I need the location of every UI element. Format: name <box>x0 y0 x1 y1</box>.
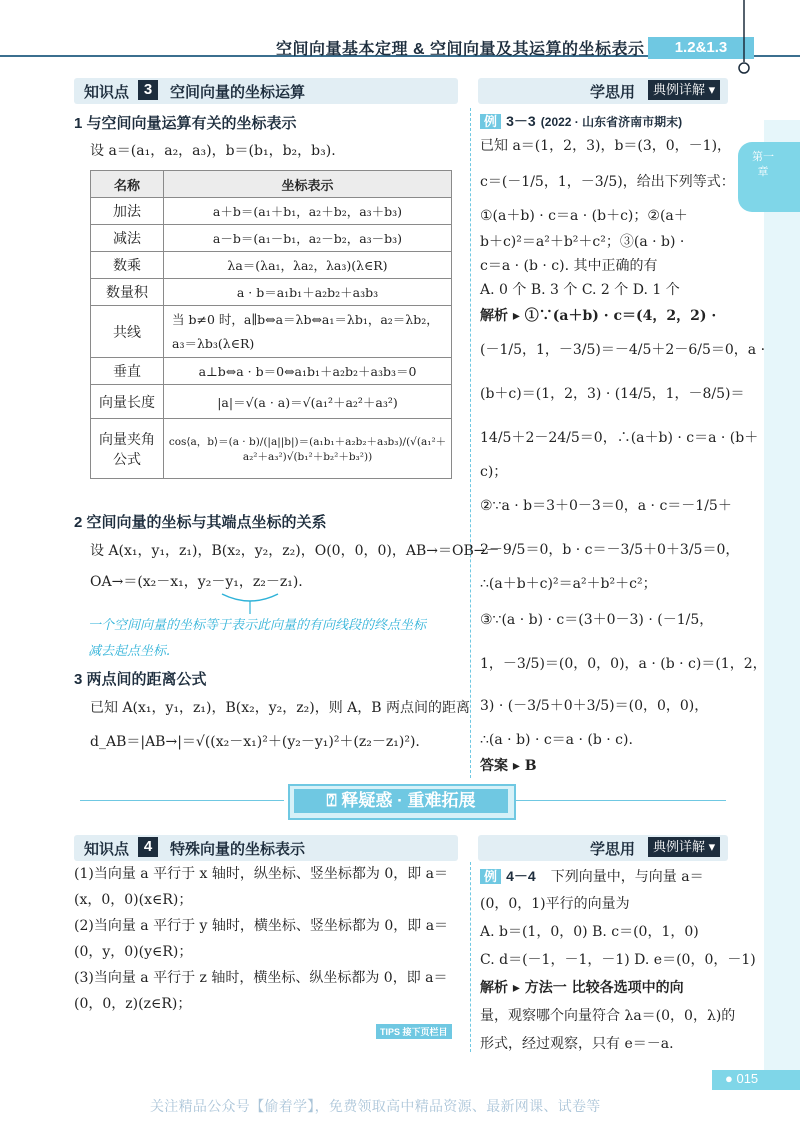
row-name: 向量长度 <box>91 385 164 419</box>
subsection-3-line1: 已知 A(x₁，y₁，z₁)，B(x₂，y₂，z₂)，则 A，B 两点间的距离 <box>90 700 471 716</box>
answer-line: 答案 ▸ B <box>480 758 537 774</box>
solution-line: 1，－3/5)＝(0，0，0)，a · (b · c)＝(1，2， <box>480 656 767 672</box>
kp4-line: (1)当向量 a 平行于 x 轴时，纵坐标、竖坐标都为 0，即 a＝ <box>74 866 449 882</box>
kp3-number: 3 <box>138 80 158 100</box>
kp4-title: 特殊向量的坐标表示 <box>170 841 306 858</box>
kp4-line: (x，0，0)(x∈R)； <box>74 892 193 908</box>
banner-rule-left <box>80 800 284 801</box>
kp4-number: 4 <box>138 837 158 857</box>
solution-line: (－1/5，1，－3/5)＝－4/5＋2－6/5＝0，a · <box>480 342 766 358</box>
row-expr: |a|＝√(a · a)＝√(a₁²＋a₂²＋a₃²) <box>164 385 452 419</box>
table-header-row <box>91 171 452 198</box>
example-badge: 例 <box>480 114 501 129</box>
example-options: C. d＝(－1，－1，－1) D. e＝(0，0，－1) <box>480 952 756 968</box>
xsy-label: 学思用 <box>590 841 636 858</box>
solution-line: 量，观察哪个向量符合 λa＝(0，0，λ)的 <box>480 1008 736 1024</box>
subsection-2-line2: OA→＝(x₂－x₁，y₂－y₁，z₂－z₁). <box>90 574 303 590</box>
page-number-text: 015 <box>736 1071 759 1086</box>
page-header-title: 空间向量基本定理 & 空间向量及其运算的坐标表示 <box>276 41 645 58</box>
solution-line: 2－9/5＝0，b · c＝－3/5＋0＋3/5＝0， <box>480 542 740 558</box>
subsection-1-heading: 1 与空间向量运算有关的坐标表示 <box>74 115 297 132</box>
solution-line: ③∵(a · b) · c＝(3＋0－3) · (－1/5， <box>480 612 714 628</box>
row-name: 共线 <box>91 306 164 358</box>
row-expr: a · b＝a₁b₁＋a₂b₂＋a₃b₃ <box>164 279 452 306</box>
hanging-pin-icon <box>738 0 750 80</box>
example-options: A. b＝(1，0，0) B. c＝(0，1，0) <box>480 924 699 940</box>
example-4-4-header <box>480 866 704 887</box>
handwritten-note-line1: 一个空间向量的坐标等于表示此向量的有向线段的终点坐标 <box>88 618 427 633</box>
row-expr-line2: a₃＝λb₃(λ∈R) <box>172 335 255 351</box>
example-line: 已知 a＝(1，2，3)，b＝(3，0，－1)， <box>480 138 732 154</box>
kp3-label: 知识点 <box>84 84 130 101</box>
column-divider <box>470 108 471 778</box>
row-name: 数量积 <box>91 279 164 306</box>
row-name: 数乘 <box>91 252 164 279</box>
handwritten-note-line2: 减去起点坐标. <box>88 644 171 659</box>
table-row <box>91 306 452 358</box>
example-options: A. 0 个 B. 3 个 C. 2 个 D. 1 个 <box>480 282 680 298</box>
table-row <box>91 279 452 306</box>
row-name-line1: 向量夹角 <box>99 431 155 448</box>
table-row <box>91 385 452 419</box>
solution-line: ②∵a · b＝3＋0－3＝0，a · c＝－1/5＋ <box>480 498 732 514</box>
note-pointer-icon <box>220 592 280 614</box>
kp3-title: 空间向量的坐标运算 <box>170 84 306 101</box>
row-name-multi <box>91 419 164 479</box>
example-line: ①(a＋b) · c＝a · (b＋c)；②(a＋ <box>480 208 688 224</box>
example-line: (0，0，1)平行的向量为 <box>480 896 630 912</box>
row-expr-multi <box>164 306 452 358</box>
table-row <box>91 358 452 385</box>
solution-line: (b＋c)＝(1，2，3) · (14/5，1，－8/5)＝ <box>480 386 745 402</box>
solution-line: 解析 ▸ ①∵(a＋b) · c＝(4，2，2) · <box>480 308 717 324</box>
row-expr: a⊥b⇔a · b＝0⇔a₁b₁＋a₂b₂＋a₃b₃＝0 <box>164 358 452 385</box>
footer-watermark: 关注精品公众号【偷着学】，免费领取高中精品资源、最新网课、试卷等 <box>150 1099 601 1115</box>
intro-text: 设 a＝(a₁，a₂，a₃)，b＝(b₁，b₂，b₃). <box>90 143 336 159</box>
kp4-line: (0，0，z)(z∈R)； <box>74 996 192 1012</box>
table-row <box>91 419 452 479</box>
dlxj-tag: 典例详解 ▾ <box>648 837 720 857</box>
row-name: 减法 <box>91 225 164 252</box>
kp4-label: 知识点 <box>84 841 130 858</box>
banner-text: 释疑惑 · 重难拓展 <box>341 791 476 810</box>
solution-line: 3) · (－3/5＋0＋3/5)＝(0，0，0)， <box>480 698 709 714</box>
section-number: 1.2&1.3 <box>648 37 754 59</box>
dlxj-tag: 典例详解 ▾ <box>648 80 720 100</box>
solution-line: ∴(a · b) · c＝a · (b · c). <box>480 732 633 748</box>
row-expr: λa＝(λa₁，λa₂，λa₃)(λ∈R) <box>164 252 452 279</box>
row-name-line2: 公式 <box>113 451 141 468</box>
kp4-line: (2)当向量 a 平行于 y 轴时，横坐标、竖坐标都为 0，即 a＝ <box>74 918 449 934</box>
solution-line: 形式，经过观察，只有 e＝－a. <box>480 1036 674 1052</box>
banner-rule-right <box>516 800 726 801</box>
subsection-3-heading: 3 两点间的距离公式 <box>74 671 207 688</box>
example-line: c＝a · (b · c). 其中正确的有 <box>480 258 658 274</box>
example-source: (2022 · 山东省济南市期末) <box>540 115 683 129</box>
table-row <box>91 225 452 252</box>
column-divider-2 <box>470 862 471 1052</box>
xsy-label: 学思用 <box>590 84 636 101</box>
table-row <box>91 198 452 225</box>
row-name: 加法 <box>91 198 164 225</box>
row-name: 垂直 <box>91 358 164 385</box>
solution-line: 14/5＋2－24/5＝0，∴(a＋b) · c＝a · (b＋ <box>480 430 759 446</box>
solution-line: 解析 ▸ 方法一 比较各选项中的向 <box>480 980 684 996</box>
example-line: 下列向量中，与向量 a＝ <box>550 869 704 885</box>
page-number: ● 015 <box>725 1071 759 1086</box>
table-header-expr: 坐标表示 <box>164 171 452 198</box>
kp4-line: (3)当向量 a 平行于 z 轴时，横坐标、纵坐标都为 0，即 a＝ <box>74 970 448 986</box>
example-number: 4－4 <box>506 868 536 884</box>
dlxj-text: 典例详解 <box>653 82 706 97</box>
example-3-3-header <box>480 111 682 131</box>
row-expr-line1: 当 b≠0 时，a∥b⇔a＝λb⇔a₁＝λb₁，a₂＝λb₂， <box>172 311 439 327</box>
example-badge: 例 <box>480 869 501 884</box>
coordinate-table <box>90 170 452 479</box>
solution-line: ∴(a＋b＋c)²＝a²＋b²＋c²； <box>480 576 657 592</box>
row-expr: a－b＝(a₁－b₁，a₂－b₂，a₃－b₃) <box>164 225 452 252</box>
table-row <box>91 252 452 279</box>
solution-line: c)； <box>480 464 508 480</box>
row-expr: a＋b＝(a₁＋b₁，a₂＋b₂，a₃＋b₃) <box>164 198 452 225</box>
subsection-2-heading: 2 空间向量的坐标与其端点坐标的关系 <box>74 514 327 531</box>
tips-tag: TIPS 接下页栏目 <box>376 1024 452 1039</box>
example-line: c＝(－1/5，1，－3/5)，给出下列等式： <box>480 174 735 190</box>
kp4-line: (0，y，0)(y∈R)； <box>74 944 193 960</box>
question-icon: ⍰ <box>326 791 342 810</box>
subsection-3-line2: d_AB＝|AB→|＝√((x₂－x₁)²＋(y₂－y₁)²＋(z₂－z₁)²). <box>90 734 420 750</box>
example-number: 3－3 <box>506 113 536 129</box>
table-header-name: 名称 <box>91 171 164 198</box>
row-expr: cos⟨a，b⟩＝(a · b)/(|a||b|)＝(a₁b₁＋a₂b₂＋a₃b₃)/(√(a₁²＋a₂²＋a₃²)√(b₁²＋b₂²＋b₃²)) <box>164 419 452 479</box>
banner-title <box>294 789 508 813</box>
dlxj-text: 典例详解 <box>653 839 706 854</box>
example-line: b＋c)²＝a²＋b²＋c²；③(a · b) · <box>480 234 685 250</box>
chapter-tab-label: 第一章 <box>752 151 774 178</box>
side-margin-strip <box>764 120 800 1080</box>
subsection-2-line1: 设 A(x₁，y₁，z₁)，B(x₂，y₂，z₂)，O(0，0，0)，AB→＝OB→－ <box>90 543 500 559</box>
